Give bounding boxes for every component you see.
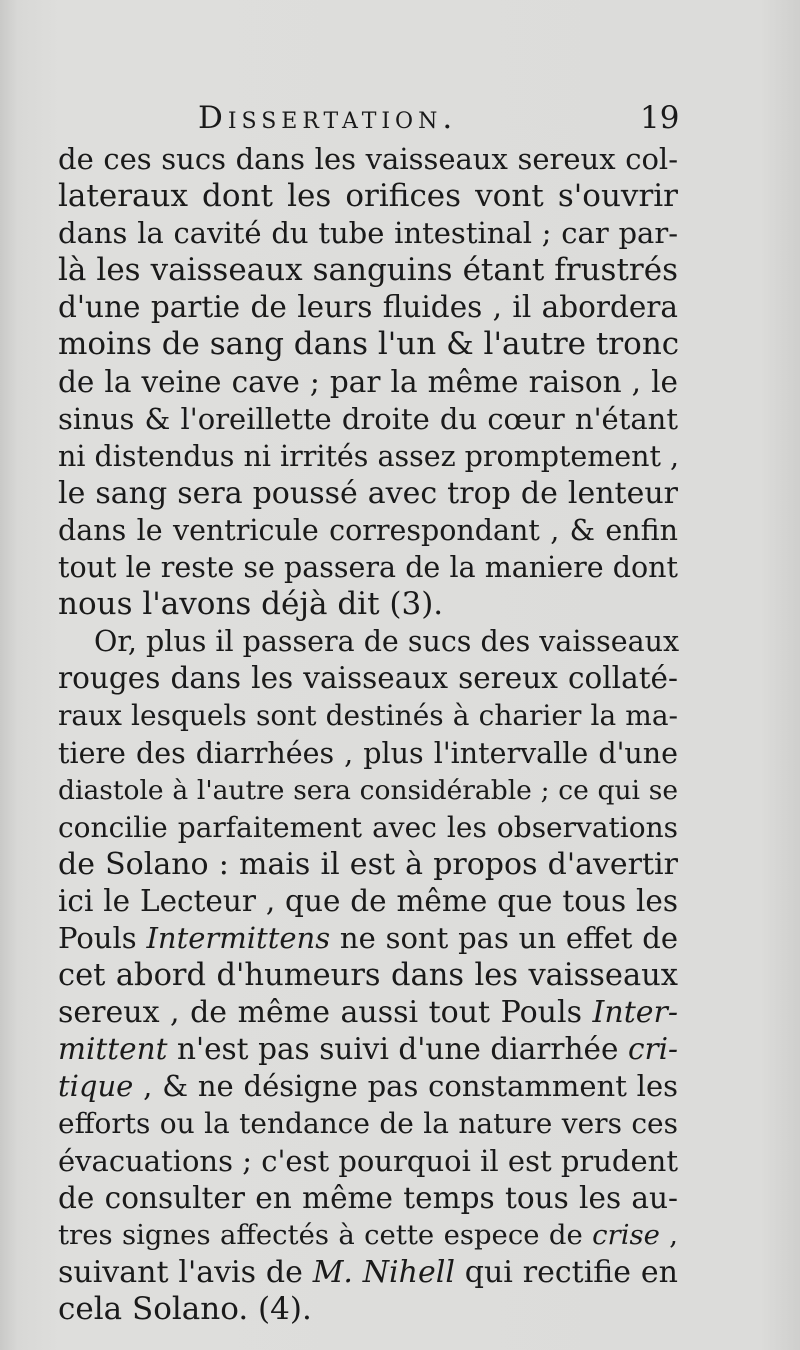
text-line: ici le Lecteur , que de même que tous les [58,883,678,918]
text-line: de la veine cave ; par la même raison , le [58,364,678,399]
italic-term: Intermittens [146,920,331,955]
text-segment: tres signes affectés à cette espece de [58,1218,593,1251]
text-segment: suivant l'avis de [58,1254,313,1290]
text-line: là les vaisseaux sanguins étant frustrés [58,252,678,289]
text-segment: , [659,1218,678,1251]
text-line: dans le ventricule correspondant , & enfin [58,513,678,547]
text-segment: Pouls [58,920,147,955]
text-line: raux lesquels sont destinés à charier la ma- [58,699,678,733]
running-head [58,100,678,140]
text-segment: n'est pas suivi d'une diarrhée [167,1032,628,1067]
text-segment: , & ne désigne pas constamment les [133,1069,678,1104]
text-line: rouges dans les vaisseaux sereux collaté- [58,661,678,696]
italic-term: tique [58,1069,134,1104]
body-text [58,141,678,1328]
text-line: concilie parfaitement avec les observations [58,810,678,844]
text-line: diastole à l'autre sera considérable ; ce qui se [58,774,678,806]
italic-term: Inter- [592,995,678,1031]
text-line: cela Solano. (4). [58,1290,312,1327]
text-line: le sang sera poussé avec trop de lenteur [58,475,678,511]
text-line: de ces sucs dans les vaisseaux sereux col- [58,142,678,176]
text-line [58,994,678,1031]
text-line: d'une partie de leurs fluides , il abordera [58,290,678,325]
text-line [58,1031,678,1068]
text-segment: sereux , de même aussi tout Pouls [58,995,593,1031]
text-line: nous l'avons déjà dit (3). [58,586,444,623]
italic-term: mittent [58,1032,168,1067]
text-line: de Solano : mais il est à propos d'avertir [58,846,678,882]
page-number: 19 [640,100,680,136]
text-line: lateraux dont les orifices vont s'ouvrir [58,178,678,215]
text-line: Or, plus il passera de sucs des vaisseaux [94,625,680,659]
text-line: efforts ou la tendance de la nature vers ces [58,1107,678,1141]
text-line: sinus & l'oreillette droite du cœur n'étant [58,401,678,436]
text-line [58,1068,678,1105]
text-segment: ne sont pas un effet de [330,920,678,955]
text-segment: qui rectifie en [454,1254,678,1290]
text-line: évacuations ; c'est pourquoi il est prudent [58,1143,678,1178]
text-line [58,1254,678,1291]
italic-term: crise [592,1218,660,1251]
italic-term: cri- [627,1032,678,1067]
text-line: tout le reste se passera de la maniere dont [58,551,678,585]
text-line [58,920,678,957]
text-line: ni distendus ni irrités assez promptement , [58,439,680,473]
running-title: Dissertation. [198,100,458,136]
text-line: tiere des diarrhées , plus l'intervalle d'une [58,736,678,770]
italic-term: M. Nihell [312,1254,455,1290]
text-line: dans la cavité du tube intestinal ; car par- [58,216,678,251]
text-line: moins de sang dans l'un & l'autre tronc [58,326,680,363]
text-line: de consulter en même temps tous les au- [58,1180,678,1215]
text-line [58,1217,678,1254]
text-line: cet abord d'humeurs dans les vaisseaux [58,958,678,994]
